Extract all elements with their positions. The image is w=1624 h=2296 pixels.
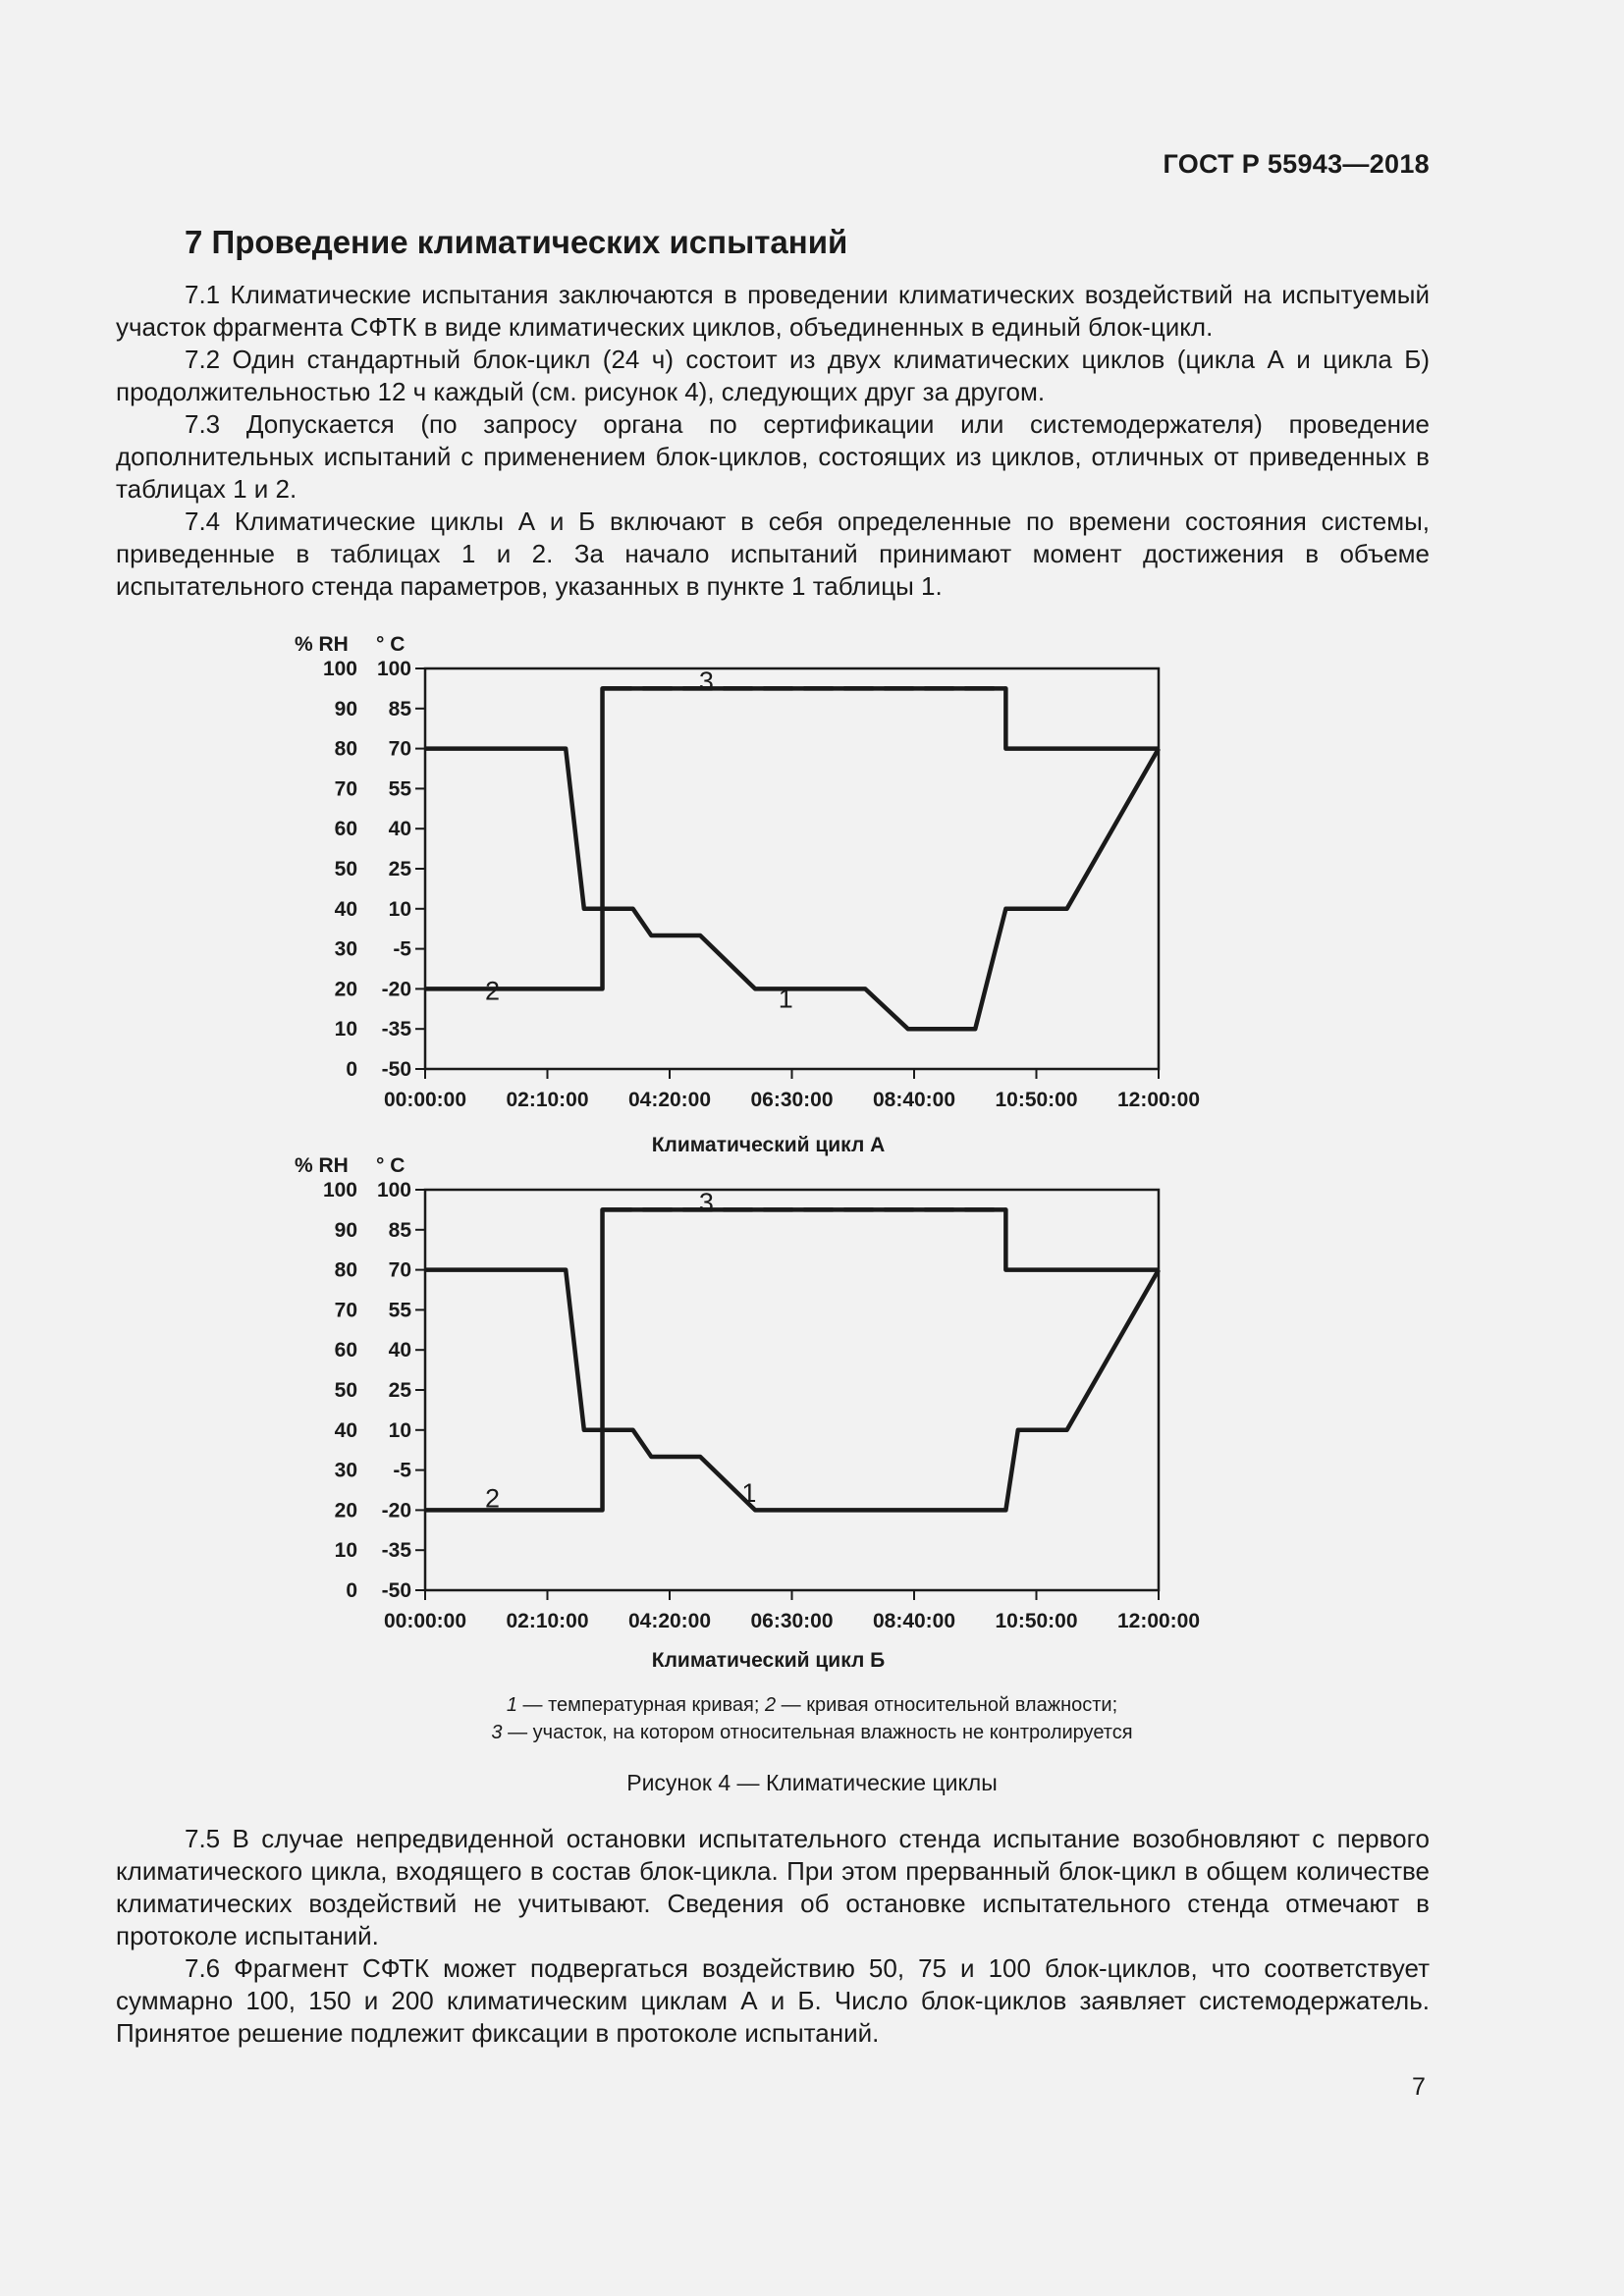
y-tick-label-rh: 10 bbox=[334, 1539, 357, 1563]
y-tick-label-temp: 70 bbox=[388, 737, 411, 761]
y-tick-label-temp: 100 bbox=[376, 658, 411, 680]
y-tick-label-temp: 25 bbox=[388, 858, 411, 881]
y-axis-label-rh: % RH bbox=[295, 633, 349, 656]
curve-label-3: 3 bbox=[698, 666, 714, 696]
standard-number: ГОСТ Р 55943—2018 bbox=[1163, 149, 1430, 179]
x-tick-label: 02:10:00 bbox=[506, 1610, 589, 1632]
y-tick-label-rh: 70 bbox=[334, 1299, 357, 1322]
paragraph-7-3: 7.3 Допускается (по запросу органа по сертификации или системодержателя) проведение дополнительных испытаний с применением блок-циклов, состоящих из циклов, отличных от приведенных в таблицах 1 и 2. bbox=[116, 409, 1430, 504]
series-1-line bbox=[425, 1270, 1159, 1511]
x-tick-label: 04:20:00 bbox=[627, 1089, 712, 1111]
page-number: 7 bbox=[1412, 2073, 1426, 2101]
y-tick-label-temp: -50 bbox=[381, 1058, 411, 1081]
y-tick-label-temp: -20 bbox=[381, 1499, 411, 1522]
chart-title: Климатический цикл Б bbox=[651, 1649, 886, 1672]
y-tick-label-rh: 0 bbox=[346, 1058, 357, 1081]
plot-frame bbox=[425, 1187, 1159, 1590]
y-tick-label-temp: 10 bbox=[388, 1418, 411, 1442]
y-tick-label-temp: -50 bbox=[381, 1579, 411, 1602]
y-tick-label-rh: 90 bbox=[334, 697, 357, 721]
figure-caption: Рисунок 4 — Климатические циклы bbox=[626, 1770, 998, 1795]
y-tick-label-rh: 50 bbox=[334, 1379, 357, 1402]
y-tick-label-rh: 60 bbox=[334, 818, 357, 841]
y-tick-label-temp: 55 bbox=[388, 1299, 411, 1322]
y-tick-label-rh: 20 bbox=[334, 978, 357, 1001]
y-tick-label-rh: 10 bbox=[334, 1018, 357, 1041]
paragraph-7-5: 7.5 В случае непредвиденной остановки испытательного стенда испытание возобновляют с первого климатического цикла, входящего в состав блок-цикла. При этом прерванный блок-цикл в общем количестве климатических воздействий не учитывают. Сведения об остановке испытательного стенда отмечают в протоколе испытаний. bbox=[116, 1824, 1430, 1950]
x-tick-label: 10:50:00 bbox=[995, 1610, 1078, 1632]
y-tick-label-rh: 80 bbox=[334, 737, 357, 761]
y-tick-label-rh: 80 bbox=[334, 1258, 357, 1282]
x-tick-label: 00:00:00 bbox=[383, 1610, 467, 1632]
x-tick-label: 12:00:00 bbox=[1116, 1610, 1201, 1632]
y-tick-label-rh: 20 bbox=[334, 1499, 357, 1522]
x-tick-label: 10:50:00 bbox=[995, 1089, 1078, 1111]
y-tick-label-rh: 0 bbox=[346, 1579, 357, 1602]
paragraph-7-6: 7.6 Фрагмент СФТК может подвергаться воздействию 50, 75 и 100 блок-циклов, что соответствует суммарно 100, 150 и 200 климатическим циклам А и Б. Число блок-циклов заявляет системодержатель. Принятое решение подлежит фиксации в протоколе испытаний. bbox=[116, 1953, 1430, 2048]
y-tick-label-temp: -5 bbox=[393, 937, 411, 961]
y-axis-label-temp: ° C bbox=[376, 1154, 406, 1177]
y-tick-label-temp: 10 bbox=[388, 897, 411, 921]
y-tick-label-rh: 60 bbox=[334, 1339, 357, 1362]
paragraphs-bottom bbox=[116, 1823, 1430, 2050]
y-tick-label-rh: 100 bbox=[322, 658, 357, 680]
series-2-line bbox=[425, 688, 1159, 988]
y-axis-label-rh: % RH bbox=[295, 1154, 349, 1177]
section-title: 7 Проведение климатических испытаний bbox=[185, 224, 848, 260]
curve-label-1: 1 bbox=[778, 984, 793, 1014]
paragraph-7-4: 7.4 Климатические циклы А и Б включают в себя определенные по времени состояния системы, приведенные в таблицах 1 и 2. За начало испытаний принимают момент достижения в объеме испытательного стенда параметров, указанных в пункте 1 таблицы 1. bbox=[116, 507, 1430, 601]
curve-label-3: 3 bbox=[698, 1187, 714, 1217]
y-tick-label-temp: -35 bbox=[381, 1018, 411, 1041]
paragraph-7-2: 7.2 Один стандартный блок-цикл (24 ч) состоит из двух климатических циклов (цикла А и цикла Б) продолжительностью 12 ч каждый (см. рисунок 4), следующих друг за другом. bbox=[116, 345, 1430, 406]
y-tick-label-rh: 30 bbox=[334, 1459, 357, 1482]
chart-cycle-a bbox=[295, 633, 1200, 1156]
y-tick-label-temp: 100 bbox=[376, 1179, 411, 1201]
curve-label-2: 2 bbox=[484, 976, 500, 1006]
y-tick-label-temp: 70 bbox=[388, 1258, 411, 1282]
x-tick-label: 12:00:00 bbox=[1116, 1089, 1201, 1111]
y-axis-label-temp: ° C bbox=[376, 633, 406, 656]
legend-line-2: 3 — участок, на котором относительная влажность не контролируется bbox=[491, 1722, 1133, 1743]
x-tick-label: 08:40:00 bbox=[872, 1089, 956, 1111]
x-tick-label: 06:30:00 bbox=[750, 1610, 834, 1632]
y-tick-label-temp: 55 bbox=[388, 777, 411, 801]
y-tick-label-temp: -20 bbox=[381, 978, 411, 1001]
y-tick-label-temp: 85 bbox=[388, 1218, 411, 1242]
legend-line-1: 1 — температурная кривая; 2 — кривая относительной влажности; bbox=[506, 1694, 1118, 1716]
y-tick-label-temp: -35 bbox=[381, 1539, 411, 1563]
x-tick-label: 06:30:00 bbox=[750, 1089, 834, 1111]
x-tick-label: 02:10:00 bbox=[506, 1089, 589, 1111]
x-tick-label: 00:00:00 bbox=[383, 1089, 467, 1111]
y-tick-label-temp: -5 bbox=[393, 1459, 411, 1482]
y-tick-label-rh: 30 bbox=[334, 937, 357, 961]
y-tick-label-rh: 40 bbox=[334, 1418, 357, 1442]
x-tick-label: 04:20:00 bbox=[627, 1610, 712, 1632]
y-tick-label-rh: 100 bbox=[322, 1179, 357, 1201]
y-tick-label-rh: 50 bbox=[334, 858, 357, 881]
y-tick-label-rh: 70 bbox=[334, 777, 357, 801]
series-2-line bbox=[425, 1209, 1159, 1510]
paragraph-7-1: 7.1 Климатические испытания заключаются в проведении климатических воздействий на испытуемый участок фрагмента СФТК в виде климатических циклов, объединенных в единый блок-цикл. bbox=[116, 280, 1430, 342]
y-tick-label-temp: 85 bbox=[388, 697, 411, 721]
y-tick-label-rh: 90 bbox=[334, 1218, 357, 1242]
y-tick-label-temp: 25 bbox=[388, 1379, 411, 1402]
figure-legend bbox=[0, 1691, 1624, 1746]
x-tick-label: 08:40:00 bbox=[872, 1610, 956, 1632]
chart-cycle-b bbox=[295, 1154, 1200, 1672]
y-tick-label-temp: 40 bbox=[388, 1339, 411, 1362]
curve-label-1: 1 bbox=[741, 1478, 757, 1509]
y-tick-label-rh: 40 bbox=[334, 897, 357, 921]
y-tick-label-temp: 40 bbox=[388, 818, 411, 841]
curve-label-2: 2 bbox=[484, 1483, 500, 1514]
chart-title: Климатический цикл А bbox=[651, 1134, 886, 1156]
